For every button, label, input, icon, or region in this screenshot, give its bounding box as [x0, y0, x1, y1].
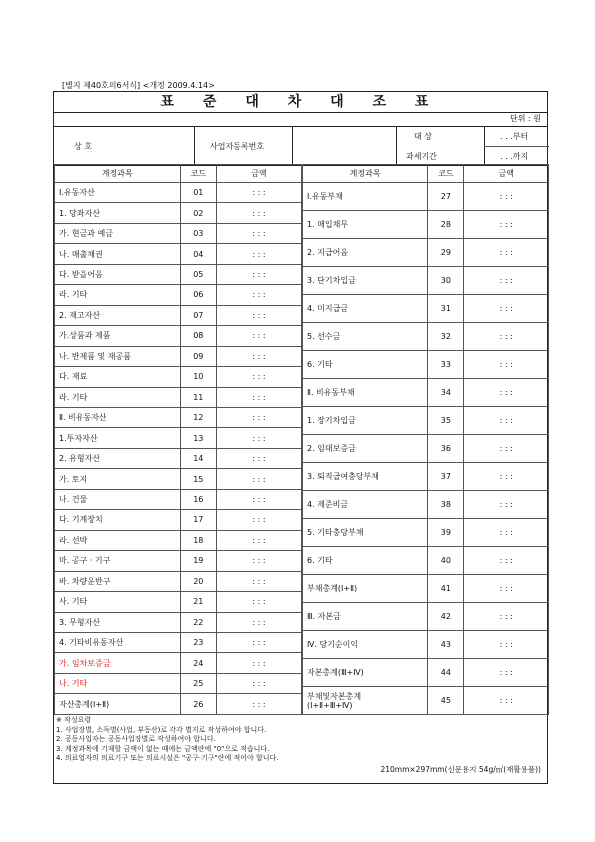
header-code: 코드	[428, 165, 464, 183]
account-code: 26	[180, 694, 216, 714]
amount-field[interactable]: : : :	[216, 285, 301, 305]
form-label: [별지 제40호의6서식] <개정 2009.4.14>	[62, 81, 215, 90]
account-name: 나. 반제품 및 재공품	[55, 346, 181, 366]
account-name: 6. 기타	[303, 547, 428, 575]
account-name: 가.상품과 제품	[55, 326, 181, 346]
table-row	[303, 603, 549, 631]
amount-field[interactable]: : : :	[216, 592, 301, 612]
account-code: 10	[180, 367, 216, 387]
account-name: 3. 단기차입금	[303, 267, 428, 295]
amount-field[interactable]: : : :	[216, 183, 301, 203]
account-name: 다. 받을어음	[55, 264, 181, 284]
table-row	[55, 694, 302, 714]
page-title: 표 준 대 차 대 조 표	[54, 92, 547, 113]
account-code: 31	[428, 295, 464, 323]
table-row	[55, 244, 302, 264]
amount-field[interactable]: : : :	[216, 428, 301, 448]
amount-field[interactable]: : : :	[464, 407, 549, 435]
amount-field[interactable]: : : :	[464, 519, 549, 547]
period-hint: 대 상	[414, 132, 432, 141]
table-row	[303, 575, 549, 603]
amount-field[interactable]: : : :	[216, 673, 301, 693]
account-code: 03	[180, 223, 216, 243]
account-name: 자본총계(Ⅲ+Ⅳ)	[303, 659, 428, 687]
account-code: 18	[180, 530, 216, 550]
table-row	[303, 407, 549, 435]
account-code: 12	[180, 407, 216, 427]
account-name: 2. 유형자산	[55, 448, 181, 468]
account-code: 32	[428, 323, 464, 351]
account-code: 09	[180, 346, 216, 366]
account-code: 36	[428, 435, 464, 463]
account-code: 25	[180, 673, 216, 693]
amount-field[interactable]: : : :	[216, 489, 301, 509]
account-name: Ⅰ.유동자산	[55, 183, 181, 203]
account-code: 43	[428, 631, 464, 659]
table-row	[55, 673, 302, 693]
account-name: 가. 토지	[55, 469, 181, 489]
amount-field[interactable]: : : :	[216, 326, 301, 346]
footer: 210mm×297mm(신문용지 54g/㎡(재활용품))	[380, 765, 541, 774]
header-amount: 금액	[464, 165, 549, 183]
account-name: 4. 기타비유동자산	[55, 632, 181, 652]
account-code: 39	[428, 519, 464, 547]
account-code: 20	[180, 571, 216, 591]
amount-field[interactable]: : : :	[216, 367, 301, 387]
account-name: 다. 재료	[55, 367, 181, 387]
amount-field[interactable]: : : :	[464, 295, 549, 323]
account-code: 06	[180, 285, 216, 305]
note-line: 3. 계정과목에 기재할 금액이 없는 때에는 금액란에 "0"으로 적습니다.	[56, 744, 270, 753]
table-row	[55, 183, 302, 203]
account-name: 1. 당좌자산	[55, 203, 181, 223]
table-row	[303, 547, 549, 575]
account-code: 21	[180, 592, 216, 612]
account-code: 34	[428, 379, 464, 407]
account-code: 04	[180, 244, 216, 264]
account-code: 42	[428, 603, 464, 631]
table-row	[55, 612, 302, 632]
account-name: 5. 선수금	[303, 323, 428, 351]
account-code: 24	[180, 653, 216, 673]
amount-field[interactable]: : : :	[464, 239, 549, 267]
table-row	[303, 491, 549, 519]
account-name: 라. 기타	[55, 285, 181, 305]
amount-field[interactable]: : : :	[216, 203, 301, 223]
table-row	[55, 285, 302, 305]
table-row	[55, 448, 302, 468]
table-header	[55, 165, 302, 183]
account-code: 40	[428, 547, 464, 575]
account-code: 23	[180, 632, 216, 652]
account-name: 라. 선박	[55, 530, 181, 550]
amount-field[interactable]: : : :	[464, 547, 549, 575]
table-row	[303, 295, 549, 323]
table-row	[303, 435, 549, 463]
table-row	[55, 571, 302, 591]
account-name: 나. 건물	[55, 489, 181, 509]
account-code: 22	[180, 612, 216, 632]
amount-field[interactable]: : : :	[464, 575, 549, 603]
table-row	[55, 551, 302, 571]
account-name: 부채총계(Ⅰ+Ⅱ)	[303, 575, 428, 603]
account-name: Ⅳ. 당기순이익	[303, 631, 428, 659]
amount-field[interactable]: : : :	[216, 469, 301, 489]
table-row	[55, 203, 302, 223]
account-code: 01	[180, 183, 216, 203]
account-name: Ⅰ.유동부채	[303, 183, 428, 211]
amount-field[interactable]: : : :	[464, 323, 549, 351]
account-name: 다. 기계장치	[55, 510, 181, 530]
note-line: ※ 작성요령	[56, 716, 92, 724]
amount-field[interactable]: : : :	[464, 183, 549, 211]
amount-field[interactable]: : : :	[464, 379, 549, 407]
account-name: 1. 매입채무	[303, 211, 428, 239]
account-code: 29	[428, 239, 464, 267]
header-amount: 금액	[216, 165, 301, 183]
table-row	[55, 264, 302, 284]
account-name: 4. 제준비금	[303, 491, 428, 519]
account-code: 19	[180, 551, 216, 571]
table-row	[55, 305, 302, 325]
liabilities-table	[302, 164, 549, 715]
account-code: 38	[428, 491, 464, 519]
header-code: 코드	[180, 165, 216, 183]
amount-field[interactable]: : : :	[216, 346, 301, 366]
account-code: 02	[180, 203, 216, 223]
amount-field[interactable]: : : :	[216, 694, 301, 714]
account-name: 3. 퇴직급여충당부채	[303, 463, 428, 491]
amount-field[interactable]: : : :	[464, 435, 549, 463]
amount-field[interactable]: : : :	[216, 551, 301, 571]
account-name: 3. 무형자산	[55, 612, 181, 632]
table-row	[55, 407, 302, 427]
account-name: 2. 재고자산	[55, 305, 181, 325]
account-code: 14	[180, 448, 216, 468]
account-name: Ⅱ. 비유동자산	[55, 407, 181, 427]
amount-field[interactable]: : : :	[216, 448, 301, 468]
note-line: 4. 의료업자의 의료기구 또는 의료시설은 "공구·기구"란에 적어야 합니다.	[56, 754, 279, 762]
amount-field[interactable]: : : :	[464, 659, 549, 687]
table-row	[303, 631, 549, 659]
amount-field[interactable]: : : :	[216, 407, 301, 427]
account-name: 부채및자본총계 (Ⅰ+Ⅱ+Ⅲ+Ⅳ)	[303, 687, 428, 715]
notes	[56, 716, 278, 764]
account-code: 33	[428, 351, 464, 379]
name-label: 상 호	[74, 142, 92, 151]
account-name: 2. 임대보증금	[303, 435, 428, 463]
account-name: 가. 임차보증금	[55, 653, 181, 673]
amount-field[interactable]: : : :	[216, 612, 301, 632]
account-code: 05	[180, 264, 216, 284]
table-row	[55, 632, 302, 652]
table-row	[55, 592, 302, 612]
account-code: 15	[180, 469, 216, 489]
account-name: Ⅲ. 자본금	[303, 603, 428, 631]
amount-field[interactable]: : : :	[464, 463, 549, 491]
info-section	[54, 126, 547, 166]
table-row	[55, 428, 302, 448]
amount-field[interactable]: : : :	[216, 264, 301, 284]
account-code: 45	[428, 687, 464, 715]
amount-field[interactable]: : : :	[216, 530, 301, 550]
table-row	[55, 387, 302, 407]
account-code: 27	[428, 183, 464, 211]
account-code: 28	[428, 211, 464, 239]
account-code: 13	[180, 428, 216, 448]
table-row	[303, 183, 549, 211]
account-code: 17	[180, 510, 216, 530]
account-name: 마. 공구 · 기구	[55, 551, 181, 571]
table-row	[55, 489, 302, 509]
account-name: 사. 기타	[55, 592, 181, 612]
table-row	[55, 326, 302, 346]
table-row	[55, 367, 302, 387]
table-row	[55, 469, 302, 489]
table-row	[303, 211, 549, 239]
account-code: 08	[180, 326, 216, 346]
period-from: . . .부터	[500, 132, 529, 141]
amount-field[interactable]: : : :	[216, 571, 301, 591]
amount-field[interactable]: : : :	[464, 491, 549, 519]
amount-field[interactable]: : : :	[216, 223, 301, 243]
note-line: 2. 공동사업자는 공동사업장별로 작성하여야 합니다.	[56, 735, 216, 743]
account-name: Ⅱ. 비유동부채	[303, 379, 428, 407]
account-code: 07	[180, 305, 216, 325]
table-row	[303, 239, 549, 267]
account-name: 라. 기타	[55, 387, 181, 407]
account-name: 나. 매출채권	[55, 244, 181, 264]
table-row	[303, 463, 549, 491]
account-name: 자산총계(Ⅰ+Ⅱ)	[55, 694, 181, 714]
header-account: 계정과목	[303, 165, 428, 183]
amount-field[interactable]: : : :	[464, 211, 549, 239]
account-name: 2. 지급어음	[303, 239, 428, 267]
amount-field[interactable]: : : :	[464, 631, 549, 659]
table-row	[303, 519, 549, 547]
amount-field[interactable]: : : :	[464, 687, 549, 715]
account-code: 41	[428, 575, 464, 603]
account-name: 6. 기타	[303, 351, 428, 379]
account-code: 35	[428, 407, 464, 435]
table-row	[55, 530, 302, 550]
amount-field[interactable]: : : :	[216, 305, 301, 325]
period-to: . . .까지	[500, 152, 529, 161]
assets-table	[54, 164, 302, 715]
table-row	[55, 653, 302, 673]
table-row	[55, 346, 302, 366]
account-code: 30	[428, 267, 464, 295]
table-row	[303, 687, 549, 715]
bizno-label: 사업자등록번호	[210, 142, 265, 151]
amount-field[interactable]: : : :	[464, 267, 549, 295]
table-row	[55, 510, 302, 530]
note-line: 1. 사업장별, 소득별(사업, 부동산)로 각각 별지로 작성하여야 합니다.	[56, 725, 267, 734]
table-row	[303, 267, 549, 295]
account-name: 나. 기타	[55, 673, 181, 693]
unit-label: 단위 : 원	[510, 114, 541, 123]
period-label: 과세기간	[406, 152, 437, 161]
account-name: 1.투자자산	[55, 428, 181, 448]
account-name: 5. 기타충당부채	[303, 519, 428, 547]
table-row	[303, 351, 549, 379]
table-row	[303, 379, 549, 407]
account-code: 16	[180, 489, 216, 509]
amount-field[interactable]: : : :	[216, 244, 301, 264]
account-name: 4. 미지급금	[303, 295, 428, 323]
amount-field[interactable]: : : :	[216, 510, 301, 530]
table-row	[303, 323, 549, 351]
account-name: 가. 현금과 예금	[55, 223, 181, 243]
account-code: 11	[180, 387, 216, 407]
header-account: 계정과목	[55, 165, 181, 183]
table-row	[55, 223, 302, 243]
amount-field[interactable]: : : :	[464, 603, 549, 631]
amount-field[interactable]: : : :	[216, 653, 301, 673]
amount-field[interactable]: : : :	[464, 351, 549, 379]
account-code: 37	[428, 463, 464, 491]
amount-field[interactable]: : : :	[216, 387, 301, 407]
table-header	[303, 165, 549, 183]
account-name: 바. 차량운반구	[55, 571, 181, 591]
amount-field[interactable]: : : :	[216, 632, 301, 652]
account-code: 44	[428, 659, 464, 687]
balance-sheet-form	[53, 91, 548, 784]
table-row	[303, 659, 549, 687]
account-name: 1. 장기차입금	[303, 407, 428, 435]
